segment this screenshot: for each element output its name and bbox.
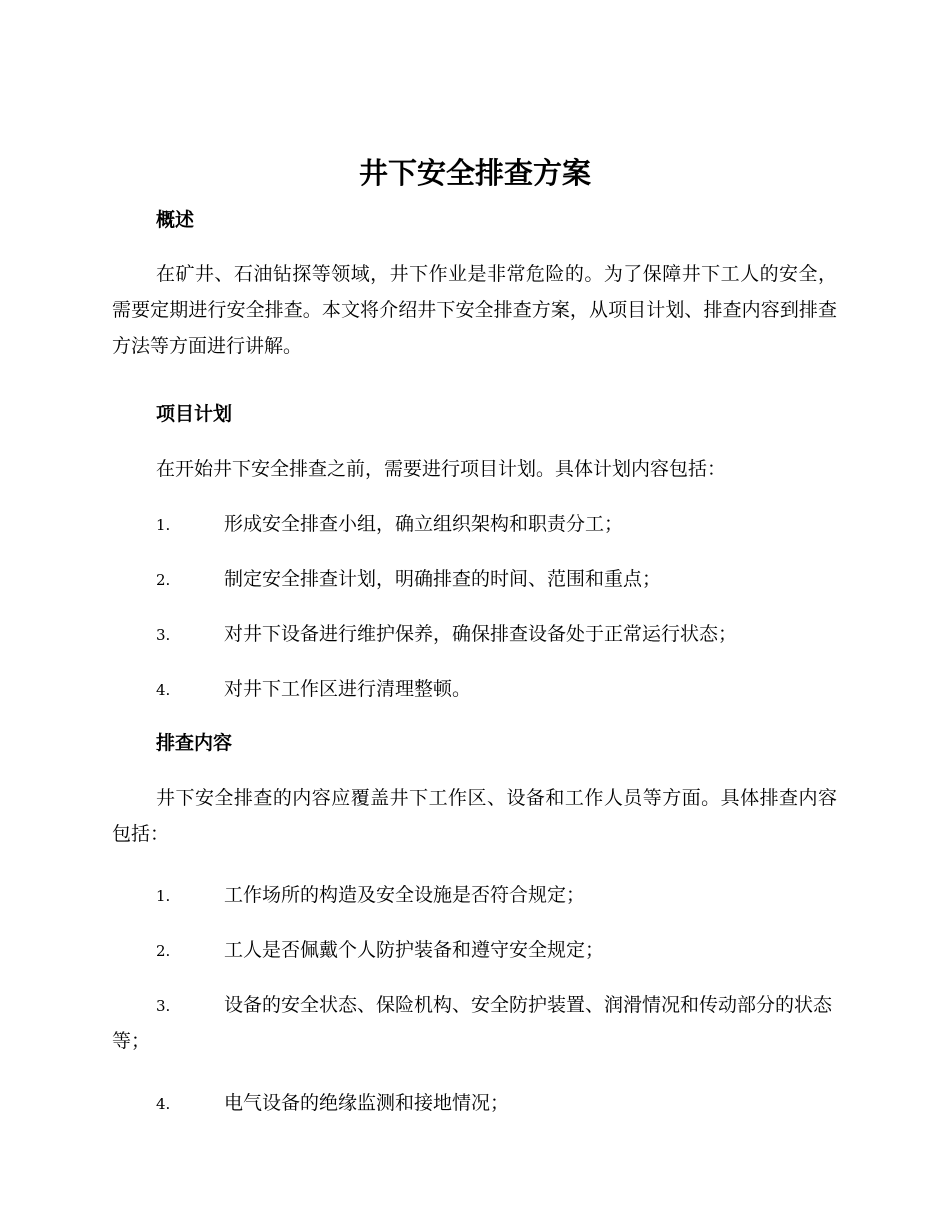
list-item-number: 2. [156,571,171,589]
list-item-number: 3. [156,997,171,1015]
plan-list-item [112,561,837,597]
section-heading-content: 排查内容 [156,732,233,754]
section-heading-plan: 项目计划 [156,403,233,425]
content-intro-paragraph: 井下安全排查的内容应覆盖井下工作区、设备和工作人员等方面。具体排查内容包括： [112,787,837,845]
list-item-text: 电气设备的绝缘监测和接地情况； [224,1092,510,1114]
document-title: 井下安全排查方案 [358,156,591,190]
content-list-item [112,932,837,968]
content-list-item [112,877,837,913]
list-item-number: 1. [156,887,171,905]
list-item-text: 工人是否佩戴个人防护装备和遵守安全规定； [224,939,605,961]
plan-intro-paragraph: 在开始井下安全排查之前，需要进行项目计划。具体计划内容包括： [156,458,727,480]
content-list-item [112,987,837,1059]
section-heading-overview: 概述 [156,209,195,231]
plan-list-item [112,616,837,652]
list-item-text: 对井下设备进行维护保养，确保排查设备处于正常运行状态； [224,623,738,645]
plan-list-item [112,506,837,542]
list-item-text: 对井下工作区进行清理整顿。 [224,678,472,700]
list-item-number: 4. [156,681,171,699]
list-item-number: 3. [156,626,171,644]
overview-paragraph: 在矿井、石油钻探等领域，井下作业是非常危险的。为了保障井下工人的安全，需要定期进行安全排查。本文将介绍井下安全排查方案，从项目计划、排查内容到排查方法等方面进行讲解。 [112,263,837,357]
list-item-text: 制定安全排查计划，明确排查的时间、范围和重点； [224,568,662,590]
content-list-item [112,1085,837,1121]
list-item-number: 2. [156,942,171,960]
list-item-text: 形成安全排查小组，确立组织架构和职责分工； [224,513,624,535]
list-item-text: 设备的安全状态、保险机构、安全防护装置、润滑情况和传动部分的状态等； [112,994,833,1052]
list-item-number: 4. [156,1095,171,1113]
list-item-text: 工作场所的构造及安全设施是否符合规定； [224,884,586,906]
plan-list-item [112,671,837,707]
list-item-number: 1. [156,516,171,534]
